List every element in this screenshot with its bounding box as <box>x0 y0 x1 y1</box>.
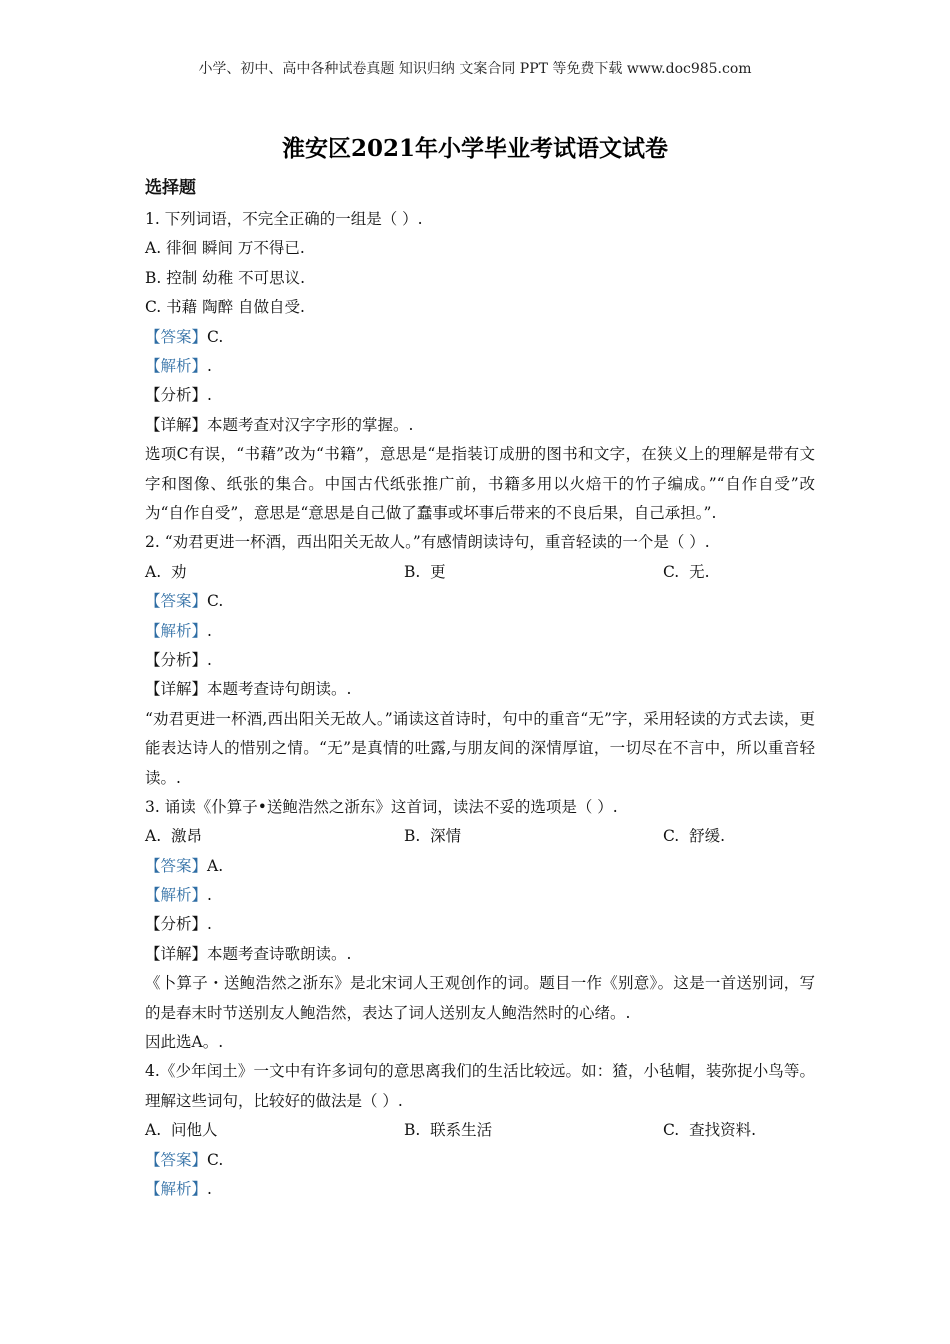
question-stem: 3. 诵读《仆算子•送鲍浩然之浙东》这首词，读法不妥的选项是（ ）. <box>145 797 618 816</box>
fenxi-row <box>145 646 815 675</box>
jiexi-value: . <box>207 621 212 640</box>
fenxi-label: 【分析】 <box>145 386 208 405</box>
jiexi-value: . <box>207 1180 212 1199</box>
option-b: B. 控制 幼稚 不可思议. <box>145 268 306 287</box>
question-stem: 4.《少年闰土》一文中有许多词句的意思离我们的生活比较远。如：猹，小毡帽，装弥捉小鸟等。理解这些词句，比较好的做法是（ ）. <box>145 1062 815 1110</box>
xiangjie-value: 本题考查对汉字字形的掌握。. <box>207 415 414 434</box>
option-a: A. 问他人 <box>145 1121 218 1140</box>
question-stem: 1. 下列词语，不完全正确的一组是（ ）. <box>145 210 423 228</box>
fenxi-value: . <box>207 386 212 405</box>
fenxi-row <box>145 381 815 410</box>
answer-row <box>145 1146 815 1175</box>
question-3 <box>145 793 815 1058</box>
question-4 <box>145 1057 815 1204</box>
answer-label: 【答案】 <box>145 1150 208 1169</box>
option-a: A. 激昂 <box>145 827 202 846</box>
conclusion-text: 因此选A。. <box>145 1033 224 1052</box>
fenxi-value: . <box>207 650 212 669</box>
page-header: 小学、初中、高中各种试卷真题 知识归纳 文案合同 PPT 等免费下载 www.doc985.com <box>198 61 752 77</box>
jiexi-label: 【解析】 <box>145 356 208 375</box>
xiangjie-label: 【详解】 <box>145 680 208 699</box>
option-c: C. 无. <box>663 562 710 581</box>
jiexi-row <box>145 617 815 646</box>
xiangjie-row <box>145 411 815 440</box>
fenxi-label: 【分析】 <box>145 650 208 669</box>
question-stem: 2. “劝君更进一杯酒，西出阳关无故人。”有感情朗读诗句，重音轻读的一个是（ ）. <box>145 533 710 552</box>
jiexi-row <box>145 881 815 910</box>
jiexi-value: . <box>207 356 212 375</box>
xiangjie-label: 【详解】 <box>145 415 208 434</box>
option-a: A. 劝 <box>145 562 187 581</box>
answer-value: A. <box>207 856 224 875</box>
jiexi-value: . <box>207 886 212 905</box>
answer-label: 【答案】 <box>145 592 208 611</box>
options-row <box>145 558 815 587</box>
answer-row <box>145 587 815 616</box>
fenxi-row <box>145 910 815 939</box>
question-1 <box>145 205 815 528</box>
xiangjie-value: 本题考查诗句朗读。. <box>207 680 352 699</box>
section-heading: 选择题 <box>145 178 196 198</box>
xiangjie-row <box>145 675 815 704</box>
explanation-text: “劝君更进一杯酒,西出阳关无故人。”诵读这首诗时，句中的重音“无”字，采用轻读的方式去读，更能表达诗人的惜别之情。“无”是真情的吐露,与朋友间的深情厚谊，一切尽在不言中，所以重音轻读。. <box>145 709 815 787</box>
option-c: C. 舒缓. <box>663 827 726 846</box>
answer-value: C. <box>207 1150 224 1169</box>
jiexi-label: 【解析】 <box>145 1180 208 1199</box>
xiangjie-row <box>145 940 815 969</box>
xiangjie-label: 【详解】 <box>145 944 208 963</box>
xiangjie-value: 本题考查诗歌朗读。. <box>207 944 352 963</box>
answer-label: 【答案】 <box>145 856 208 875</box>
options-row <box>145 1116 815 1145</box>
answer-value: C. <box>207 592 224 611</box>
options-row <box>145 822 815 851</box>
exam-title: 淮安区2021年小学毕业考试语文试卷 <box>281 135 668 162</box>
answer-label: 【答案】 <box>145 327 208 346</box>
jiexi-label: 【解析】 <box>145 886 208 905</box>
explanation-text: 选项C有误，“书藉”改为“书籍”，意思是“是指装订成册的图书和文字，在狭义上的理解是带有文字和图像、纸张的集合。中国古代纸张推广前，书籍多用以火焙干的竹子编成。”“自作自受”改为“自作自受”，意思是“意思是自己做了蠢事或坏事后带来的不良后果，自己承担。”. <box>145 445 815 522</box>
answer-row <box>145 852 815 881</box>
answer-row <box>145 323 815 352</box>
exam-content <box>145 175 815 1204</box>
jiexi-row <box>145 1175 815 1204</box>
option-b: B. 联系生活 <box>404 1121 493 1140</box>
option-b: B. 更 <box>404 562 446 581</box>
fenxi-value: . <box>207 915 212 934</box>
jiexi-label: 【解析】 <box>145 621 208 640</box>
explanation-text: 《卜算子・送鲍浩然之浙东》是北宋词人王观创作的词。题目一作《别意》。这是一首送别词，写的是春末时节送别友人鲍浩然，表达了词人送别友人鲍浩然时的心绪。. <box>145 974 815 1022</box>
option-b: B. 深情 <box>404 827 462 846</box>
jiexi-row <box>145 352 815 381</box>
option-a: A. 徘徊 瞬间 万不得已. <box>145 239 305 258</box>
option-c: C. 查找资料. <box>663 1121 757 1140</box>
fenxi-label: 【分析】 <box>145 915 208 934</box>
answer-value: C. <box>207 327 224 346</box>
question-2 <box>145 528 815 793</box>
option-c: C. 书藉 陶醉 自做自受. <box>145 298 305 317</box>
